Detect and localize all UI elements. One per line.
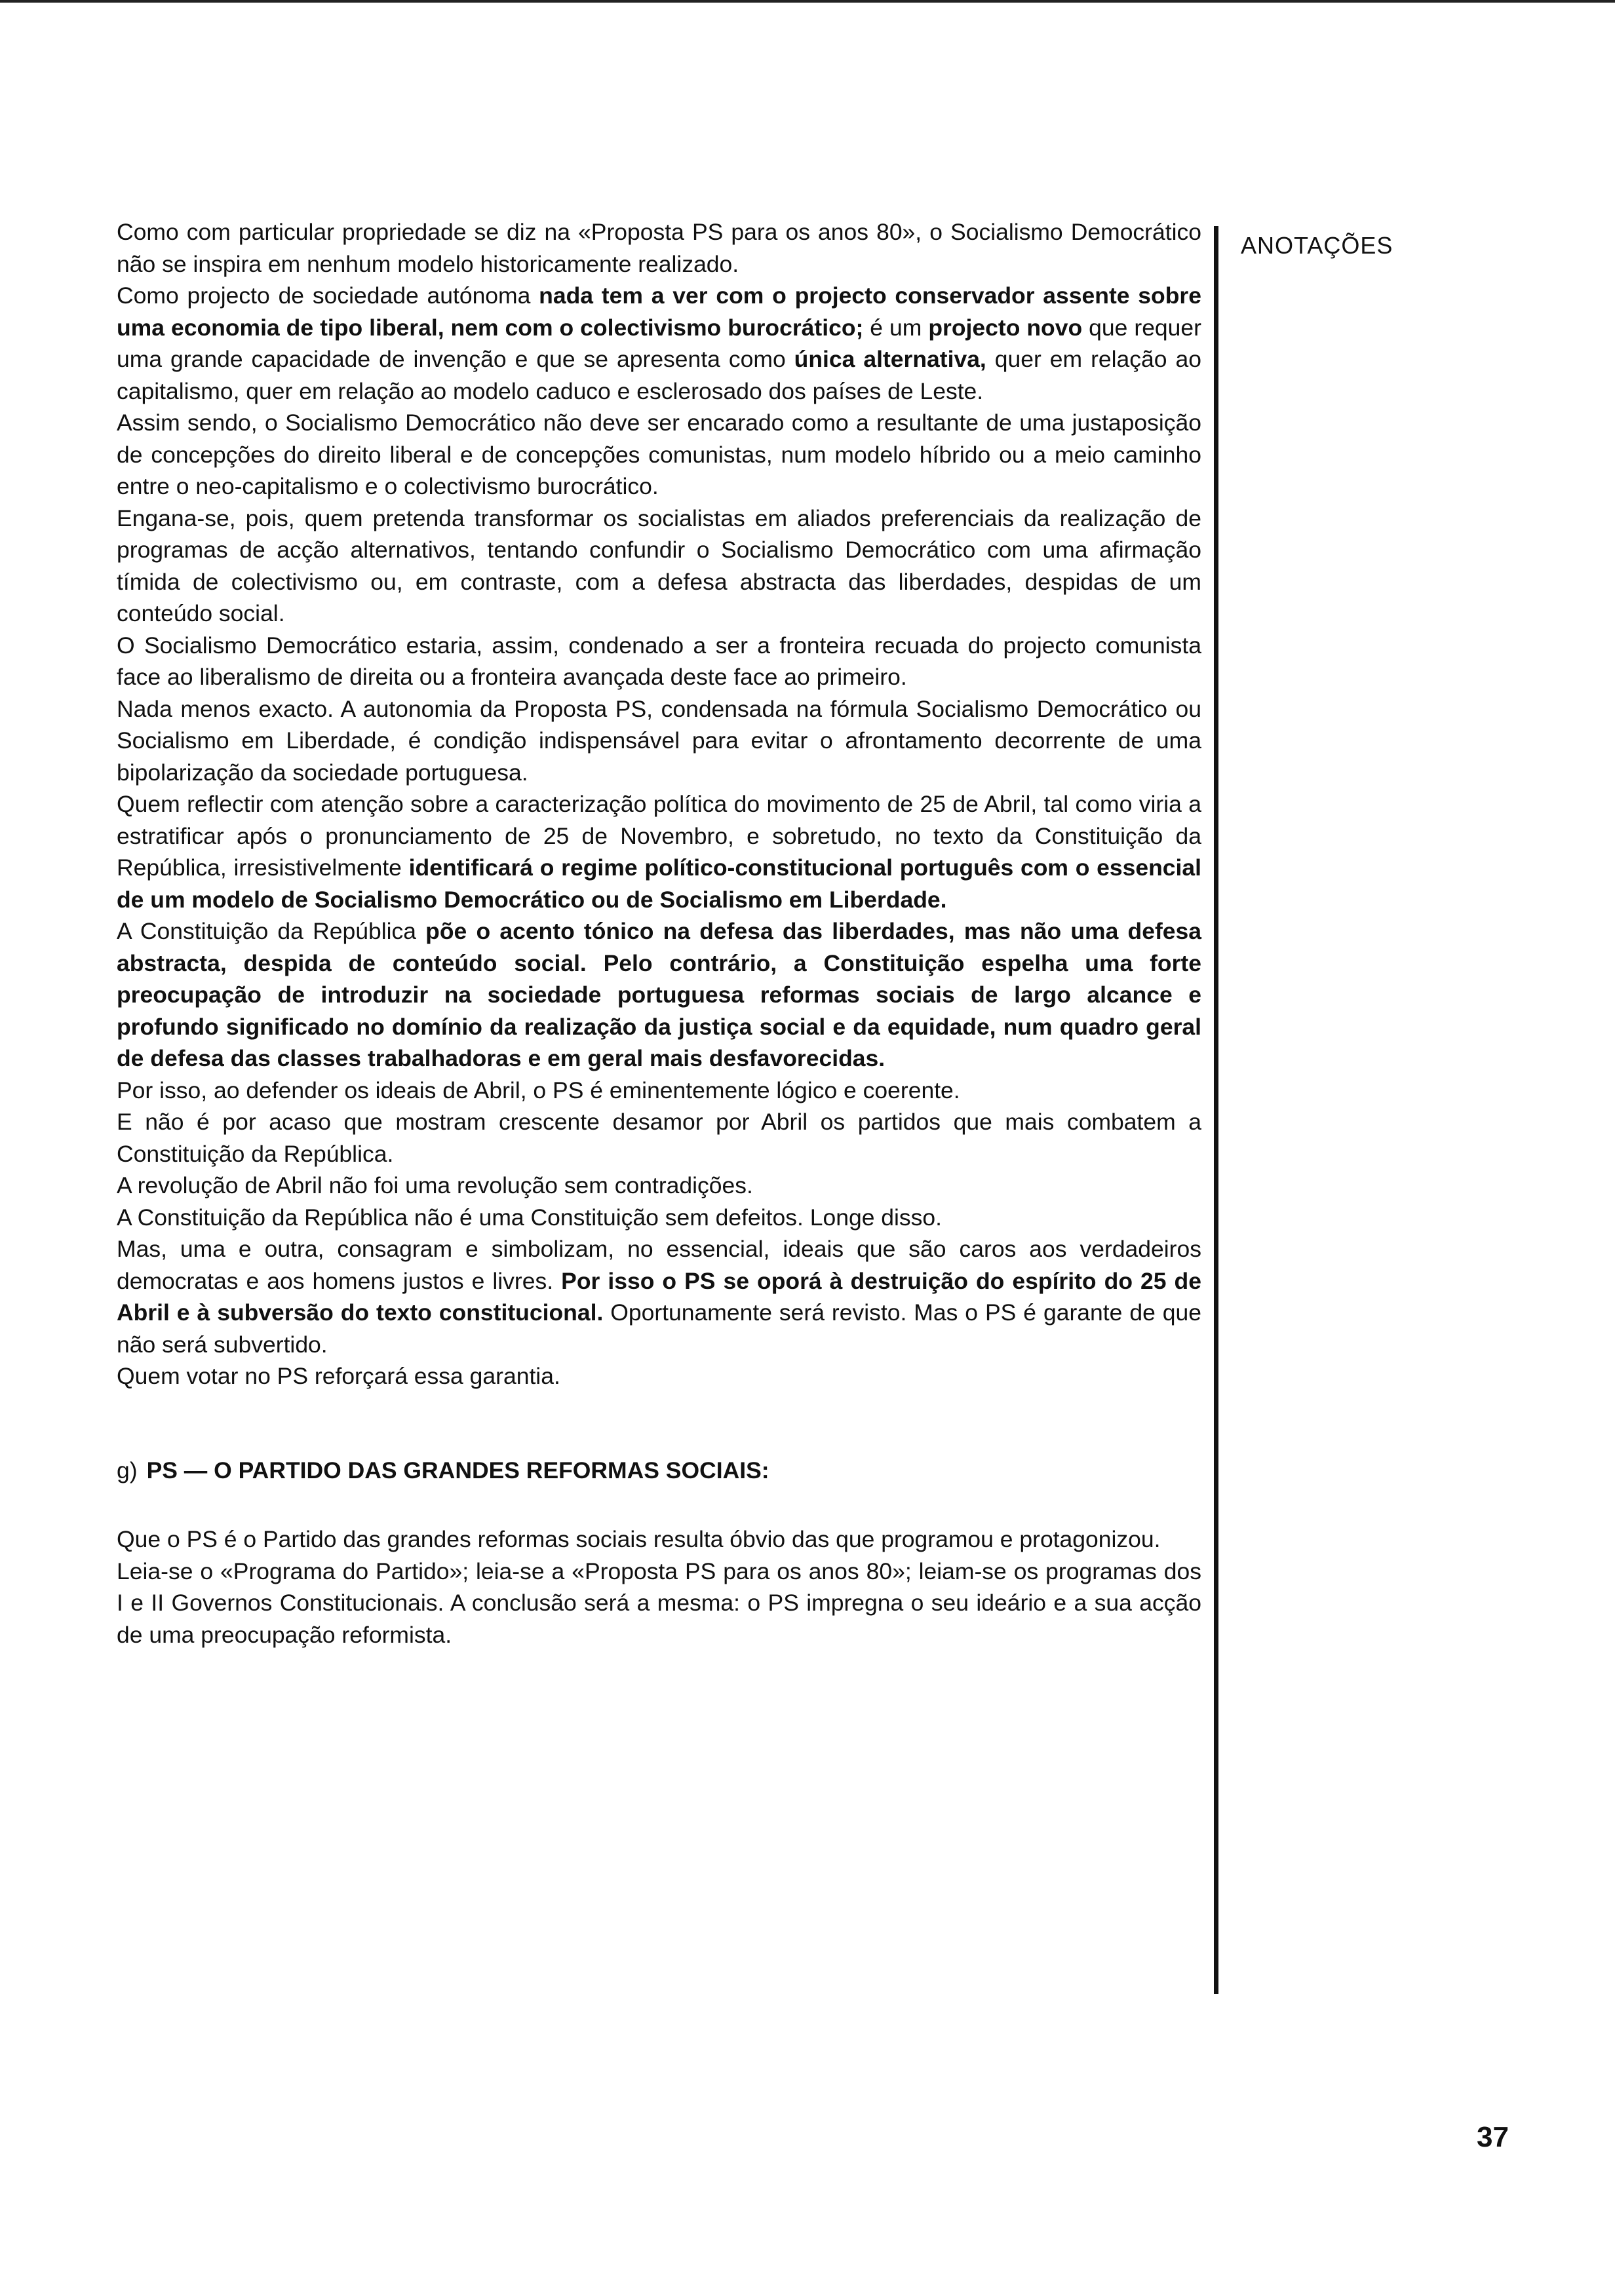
annotations-label: ANOTAÇÕES — [1241, 232, 1393, 259]
text-segment: Assim sendo, o Socialismo Democrático não deve ser encarado como a resultante de uma justaposição de concepções do direito liberal e de concepções comunistas, num modelo híbrido ou a meio caminho entre o neo-capitalismo e o colectivismo burocrático. — [117, 410, 1201, 499]
bold-text-segment: única alternativa, — [794, 346, 986, 372]
main-text-column — [117, 216, 1201, 1651]
text-segment: é um — [863, 314, 929, 341]
text-segment: Oportunamente será revisto. Mas o PS é garante de que não será subvertido. — [117, 1299, 1201, 1358]
text-segment: O Socialismo Democrático estaria, assim, condenado a ser a fronteira recuada do projecto comunista face ao liberalismo de direita ou a fronteira avançada deste face ao primeiro. — [117, 632, 1201, 690]
paragraph — [117, 1556, 1201, 1651]
text-segment: Leia-se o «Programa do Partido»; leia-se a «Proposta PS para os anos 80»; leiam-se os programas dos I e II Governos Constitucionais. A conclusão será a mesma: o PS impregna o seu ideário e a sua acção de uma preocupação reformista. — [117, 1558, 1201, 1648]
paragraph — [117, 407, 1201, 503]
text-segment: Quem votar no PS reforçará essa garantia. — [117, 1363, 560, 1389]
section-title: PS — O PARTIDO DAS GRANDES REFORMAS SOCIAIS: — [146, 1457, 769, 1483]
text-segment: Engana-se, pois, quem pretenda transformar os socialistas em aliados preferenciais da realização de programas de acção alternativos, tentando confundir o Socialismo Democrático com uma afirmação tímida de colectivismo ou, em contraste, com a defesa abstracta das liberdades, despidas de um conteúdo social. — [117, 505, 1201, 626]
text-segment: A Constituição da República não é uma Constituição sem defeitos. Longe disso. — [117, 1204, 943, 1231]
paragraph — [117, 1075, 1201, 1107]
text-segment: Quem reflectir com atenção sobre a caracterização política do movimento de 25 de Abril, tal como viria a estratificar após o pronunciamento de 25 de Novembro, e sobretudo, no texto da Constituição da República, irresistivelmente — [117, 791, 1201, 881]
paragraph — [117, 1233, 1201, 1360]
bold-text-segment: põe o acento tónico na defesa das liberdades, mas não uma defesa abstracta, despida de conteúdo social. Pelo contrário, a Constituição espelha uma forte preocupação de introduzir na sociedade portuguesa reformas sociais de largo alcance e profundo significado no domínio da realização da justiça social e da equidade, num quadro geral de defesa das classes trabalhadoras e em geral mais desfavorecidas. — [117, 918, 1202, 1071]
bold-text-segment: identificará o regime político-constitucional português com o essencial de um modelo de Socialismo Democrático ou de Socialismo em Liberdade. — [117, 854, 1201, 913]
bold-text-segment: Por isso o PS se oporá à destruição do espírito do 25 de Abril e à subversão do texto constitucional. — [117, 1267, 1201, 1326]
margin-vertical-rule — [1214, 226, 1218, 1994]
text-segment: Que o PS é o Partido das grandes reformas sociais resulta óbvio das que programou e protagonizou. — [117, 1526, 1161, 1552]
paragraph — [117, 1523, 1201, 1556]
paragraph — [117, 1106, 1201, 1170]
body-paragraphs — [117, 216, 1201, 1392]
bold-text-segment: projecto novo — [928, 314, 1083, 341]
top-border-line — [0, 0, 1615, 3]
paragraph — [117, 915, 1201, 1075]
text-segment: Nada menos exacto. A autonomia da Proposta PS, condensada na fórmula Socialismo Democrático ou Socialismo em Liberdade, é condição indispensável para evitar o afrontamento decorrente de uma bipolarização da sociedade portuguesa. — [117, 695, 1201, 786]
section-heading — [117, 1455, 1201, 1487]
paragraph — [117, 788, 1201, 915]
text-segment: Como projecto de sociedade autónoma — [117, 282, 539, 309]
paragraph — [117, 1170, 1201, 1202]
paragraph — [117, 503, 1201, 630]
paragraph — [117, 280, 1201, 407]
paragraph — [117, 693, 1201, 789]
text-segment: quer em relação ao capitalismo, quer em relação ao modelo caduco e esclerosado dos países de Leste. — [117, 346, 1201, 404]
text-segment: A Constituição da República — [117, 918, 426, 944]
page-number: 37 — [1477, 2121, 1509, 2153]
text-segment: Por isso, ao defender os ideais de Abril, o PS é eminentemente lógico e coerente. — [117, 1077, 960, 1103]
text-segment: A revolução de Abril não foi uma revolução sem contradições. — [117, 1172, 753, 1198]
text-segment: Mas, uma e outra, consagram e simbolizam, no essencial, ideais que são caros aos verdadeiros democratas e aos homens justos e livres. — [117, 1236, 1201, 1294]
paragraph — [117, 1360, 1201, 1392]
paragraph — [117, 216, 1201, 280]
text-segment: Como com particular propriedade se diz na «Proposta PS para os anos 80», o Socialismo Democrático não se inspira em nenhum modelo historicamente realizado. — [117, 219, 1201, 277]
text-segment: que requer uma grande capacidade de invenção e que se apresenta como — [117, 314, 1201, 372]
text-segment: E não é por acaso que mostram crescente desamor por Abril os partidos que mais combatem a Constituição da República. — [117, 1109, 1201, 1167]
paragraph — [117, 630, 1201, 693]
paragraph — [117, 1202, 1201, 1234]
section-letter: g) — [117, 1457, 138, 1483]
section-paragraphs — [117, 1523, 1201, 1651]
bold-text-segment: nada tem a ver com o projecto conservador assente sobre uma economia de tipo liberal, nem com o colectivismo burocrático; — [117, 282, 1201, 341]
